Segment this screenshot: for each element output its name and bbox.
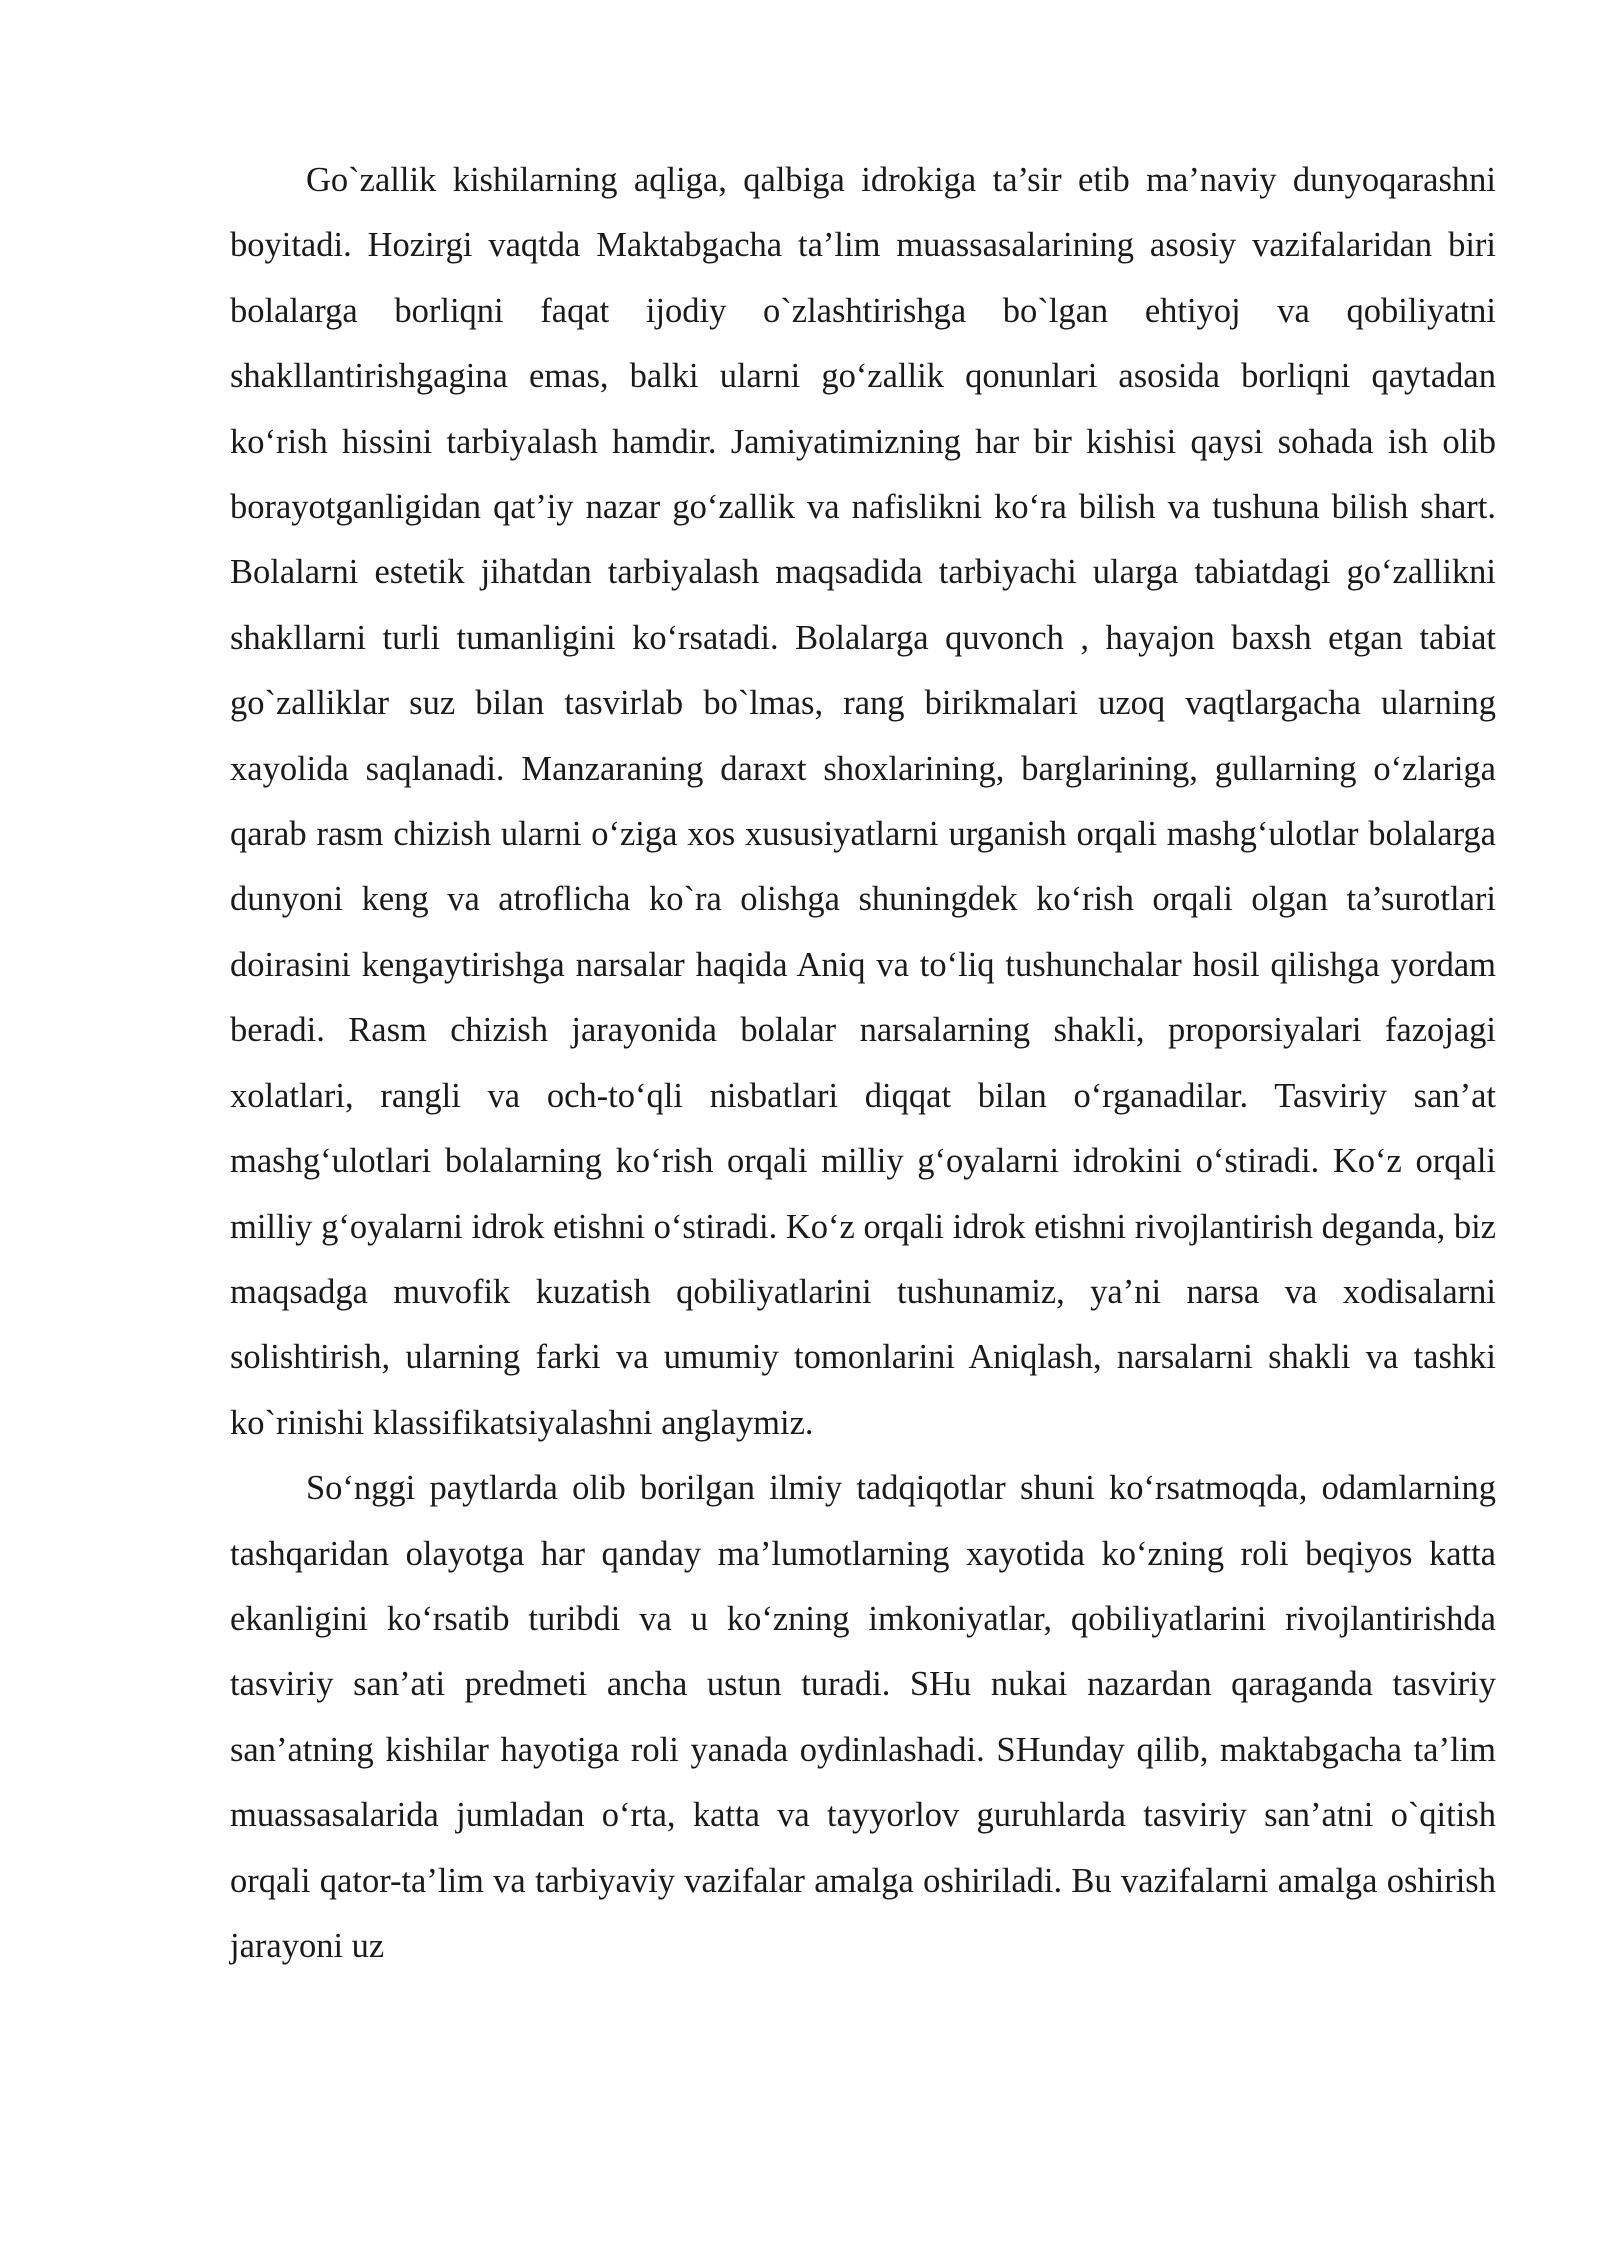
paragraph-1: Go`zallik kishilarning aqliga, qalbiga idrokiga ta’sir etib ma’naviy dunyoqarashni boyitadi. Hozirgi vaqtda Maktabgacha ta’lim muassasalarining asosiy vazifalaridan biri bolalarga borliqni faqat ijodiy o`zlashtirishga bo`lgan ehtiyoj va qobiliyatni shakllantirishgagina emas, balki ularni go‘zallik qonunlari asosida borliqni qaytadan ko‘rish hissini tarbiyalash hamdir. Jamiyatimizning har bir kishisi qaysi sohada ish olib borayotganligidan qat’iy nazar go‘zallik va nafislikni ko‘ra bilish va tushuna bilish shart. Bolalarni estetik jihatdan tarbiyalash maqsadida tarbiyachi ularga tabiatdagi go‘zallikni shakllarni turli tumanligini ko‘rsatadi. Bolalarga quvonch , hayajon baxsh etgan tabiat go`zalliklar suz bilan tasvirlab bo`lmas, rang birikmalari uzoq vaqtlargacha ularning xayolida saqlanadi. Manzaraning daraxt shoxlarining, barglarining, gullarning o‘zlariga qarab rasm chizish ularni o‘ziga xos xususiyatlarni urganish orqali mashg‘ulotlar bolalarga dunyoni keng va atroflicha ko`ra olishga shuningdek ko‘rish orqali olgan ta’surotlari doirasini kengaytirishga narsalar haqida Aniq va to‘liq tushunchalar hosil qilishga yordam beradi. Rasm chizish jarayonida bolalar narsalarning shakli, proporsiyalari fazojagi xolatlari, rangli va och-to‘qli nisbatlari diqqat bilan o‘rganadilar. Tasviriy san’at mashg‘ulotlari bolalarning ko‘rish orqali milliy g‘oyalarni idrokini o‘stiradi. Ko‘z orqali milliy g‘oyalarni idrok etishni o‘stiradi. Ko‘z orqali idrok etishni rivojlantirish deganda, biz maqsadga muvofik kuzatish qobiliyatlarini tushunamiz, ya’ni narsa va xodisalarni solishtirish, ularning farki va umumiy tomonlarini Aniqlash, narsalarni shakli va tashki ko`rinishi klassifikatsiyalashni anglaymiz. (230, 161, 1496, 1442)
paragraph-2: So‘nggi paytlarda olib borilgan ilmiy tadqiqotlar shuni ko‘rsatmoqda, odamlarning tashqaridan olayotga har qanday ma’lumotlarning xayotida ko‘zning roli beqiyos katta ekanligini ko‘rsatib turibdi va u ko‘zning imkoniyatlar, qobiliyatlarini rivojlantirishda tasviriy san’ati predmeti ancha ustun turadi. SHu nukai nazardan qaraganda tasviriy san’atning kishilar hayotiga roli yanada oydinlashadi. SHunday qilib, maktabgacha ta’lim muassasalarida jumladan o‘rta, katta va tayyorlov guruhlarda tasviriy san’atni o`qitish orqali qator-ta’lim va tarbiyaviy vazifalar amalga oshiriladi. Bu vazifalarni amalga oshirish jarayoni uz (230, 1469, 1496, 1965)
document-body (230, 148, 1496, 1979)
